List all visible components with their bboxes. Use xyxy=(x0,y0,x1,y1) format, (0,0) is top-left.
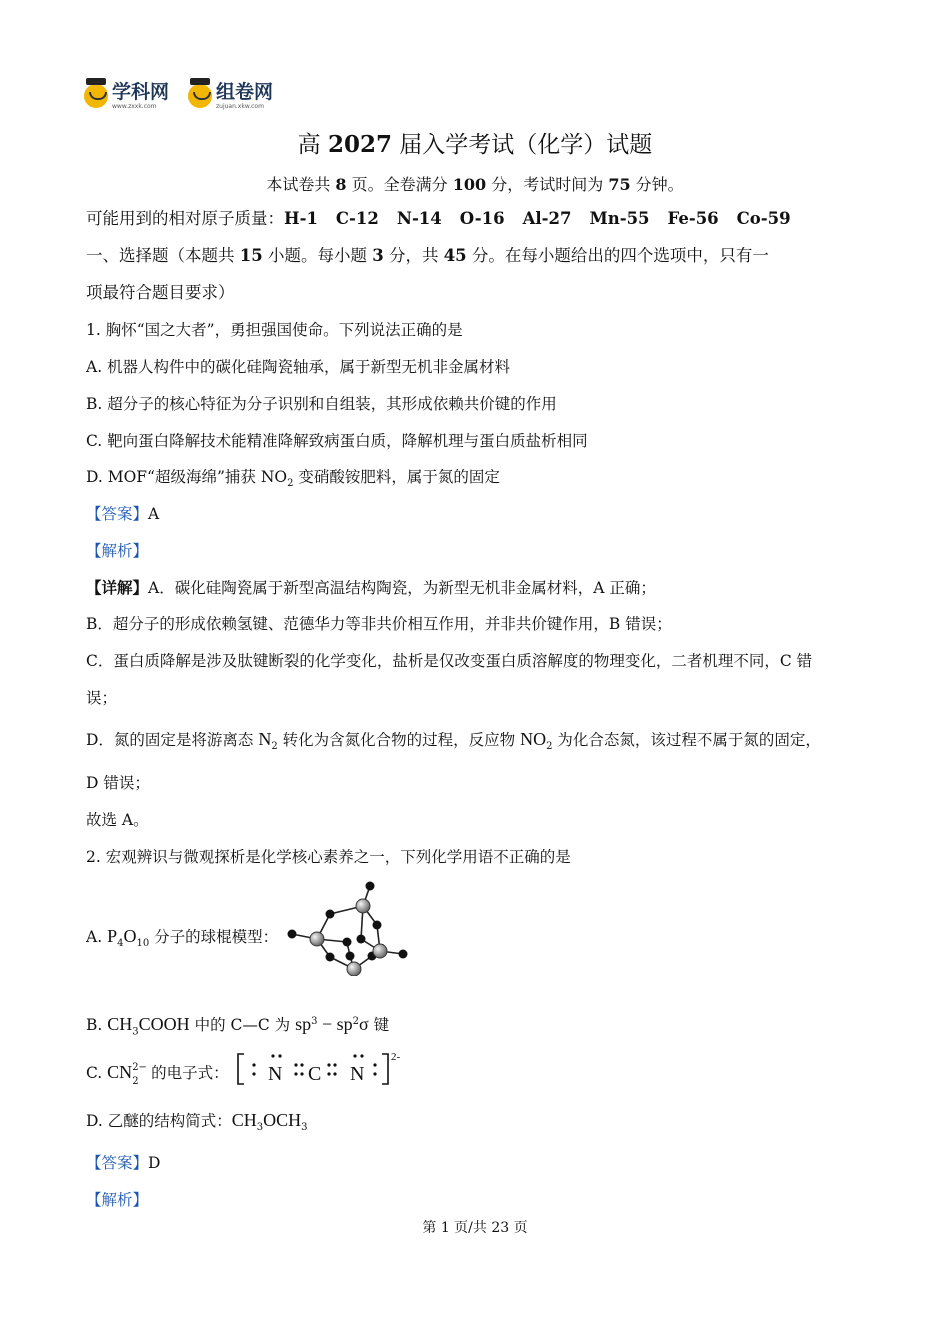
q1-option-d: D. MOF“超级海绵”捕获 $NO_2$ 变硝酸铵肥料，属于氮的固定 xyxy=(86,468,500,490)
oxygen-atom xyxy=(346,952,355,961)
q2-option-a: A. $P_4O_{10}$ 分子的球棍模型： xyxy=(86,926,279,950)
atomic-mass-item: Co-59 xyxy=(736,209,791,228)
oxygen-atom xyxy=(366,882,375,891)
xkw-logo-url: www.zxxk.com xyxy=(112,102,157,110)
exam-info: 本试卷共 8 页。全卷满分 100 分，考试时间为 75 分钟。 xyxy=(266,175,684,194)
q1-option-b: B. 超分子的核心特征为分子识别和自组装，其形成依赖共价键的作用 xyxy=(86,395,557,413)
oxygen-atom xyxy=(343,938,352,947)
atomic-mass-item: H-1 xyxy=(284,209,318,228)
oxygen-atom xyxy=(373,921,382,930)
q2-option-d: D. 乙醚的结构简式：$CH_3OCH_3$ xyxy=(86,1110,308,1134)
q1-option-c: C. 靶向蛋白降解技术能精准降解致病蛋白质，降解机理与蛋白质盐析相同 xyxy=(86,432,588,450)
q1-conclusion: 故选 A。 xyxy=(86,811,149,829)
section-header: 一、选择题（本题共 15 小题。每小题 3 分，共 45 分。在每小题给出的四个选项中，只有一 xyxy=(86,246,769,265)
phosphorus-atom xyxy=(310,932,324,946)
oxygen-atom xyxy=(399,950,408,959)
atomic-mass-item: C-12 xyxy=(335,209,379,228)
phosphorus-atom xyxy=(347,962,361,976)
p4o10-ball-stick-model xyxy=(282,876,412,976)
q2-stem: 2. 宏观辨识与微观探析是化学核心素养之一，下列化学用语不正确的是 xyxy=(86,848,571,866)
q1-detail-c-cont: 误； xyxy=(86,689,118,707)
page-footer: 第 1 页/共 23 页 xyxy=(422,1220,528,1236)
atomic-mass-item: Al-27 xyxy=(522,209,572,228)
xkw-logo-name: 学科网 xyxy=(112,80,170,103)
q1-detail-b: B．超分子的形成依赖氢键、范德华力等非共价相互作用，并非共价键作用，B 错误； xyxy=(86,615,672,633)
oxygen-atom xyxy=(288,930,297,939)
zujuan-logo-url: zujuan.xkw.com xyxy=(216,102,264,110)
mascot-icon xyxy=(84,84,108,108)
oxygen-atom xyxy=(326,953,335,962)
page-title: 高 2027 届入学考试（化学）试题 xyxy=(297,131,653,158)
mascot-icon xyxy=(188,84,212,108)
q2-option-c: C. CN 2− 2 的电子式： xyxy=(86,1062,229,1087)
atomic-mass-item: Fe-56 xyxy=(667,209,719,228)
lewis-carbon: C xyxy=(308,1063,322,1085)
lewis-nitrogen: N xyxy=(350,1063,365,1085)
cn2-lewis-structure xyxy=(234,1048,409,1088)
zujuan-logo-name: 组卷网 xyxy=(216,80,274,103)
oxygen-atom xyxy=(357,935,366,944)
q1-option-a: A. 机器人构件中的碳化硅陶瓷轴承，属于新型无机非金属材料 xyxy=(86,358,511,376)
q2-analysis-tag: 【解析】 xyxy=(86,1191,149,1209)
q2-option-b: B. $CH_3COOH$ 中的 C—C 为 $sp^3 - sp^2\sigma$ 键 xyxy=(86,1014,390,1038)
atomic-mass-item: N-14 xyxy=(396,209,442,228)
lewis-charge: 2- xyxy=(391,1051,401,1063)
phosphorus-atom xyxy=(356,899,370,913)
q1-detail-c: C．蛋白质降解是涉及肽键断裂的化学变化，盐析是仅改变蛋白质溶解度的物理变化，二者机理不同，C 错 xyxy=(86,652,813,670)
q1-detail-d-cont: D 错误； xyxy=(86,774,150,792)
q1-stem: 1. 胸怀“国之大者”，勇担强国使命。下列说法正确的是 xyxy=(86,321,463,339)
q1-answer: 【答案】A xyxy=(86,505,160,523)
q1-analysis-tag: 【解析】 xyxy=(86,542,149,560)
atomic-mass-item: O-16 xyxy=(459,209,505,228)
q1-detail-d: D．氮的固定是将游离态 $N_2$ 转化为含氮化合物的过程，反应物 $NO_2$ 为化合态氮，该过程不属于氮的固定， xyxy=(86,729,821,753)
zujuan-logo xyxy=(188,78,273,114)
section-header-cont: 项最符合题目要求） xyxy=(86,283,235,302)
q2-answer: 【答案】D xyxy=(86,1154,161,1172)
atomic-mass-line: 可能用到的相对原子质量：H-1 C-12 N-14 O-16 Al-27 Mn-55 Fe-56 Co-59 xyxy=(86,209,791,228)
phosphorus-atom xyxy=(373,944,387,958)
q1-detail-a: 【详解】A．碳化硅陶瓷属于新型高温结构陶瓷，为新型无机非金属材料，A 正确； xyxy=(86,578,656,597)
oxygen-atom xyxy=(326,910,335,919)
atomic-mass-item: Mn-55 xyxy=(589,209,650,228)
lewis-nitrogen: N xyxy=(268,1063,283,1085)
xkw-logo xyxy=(84,78,169,114)
